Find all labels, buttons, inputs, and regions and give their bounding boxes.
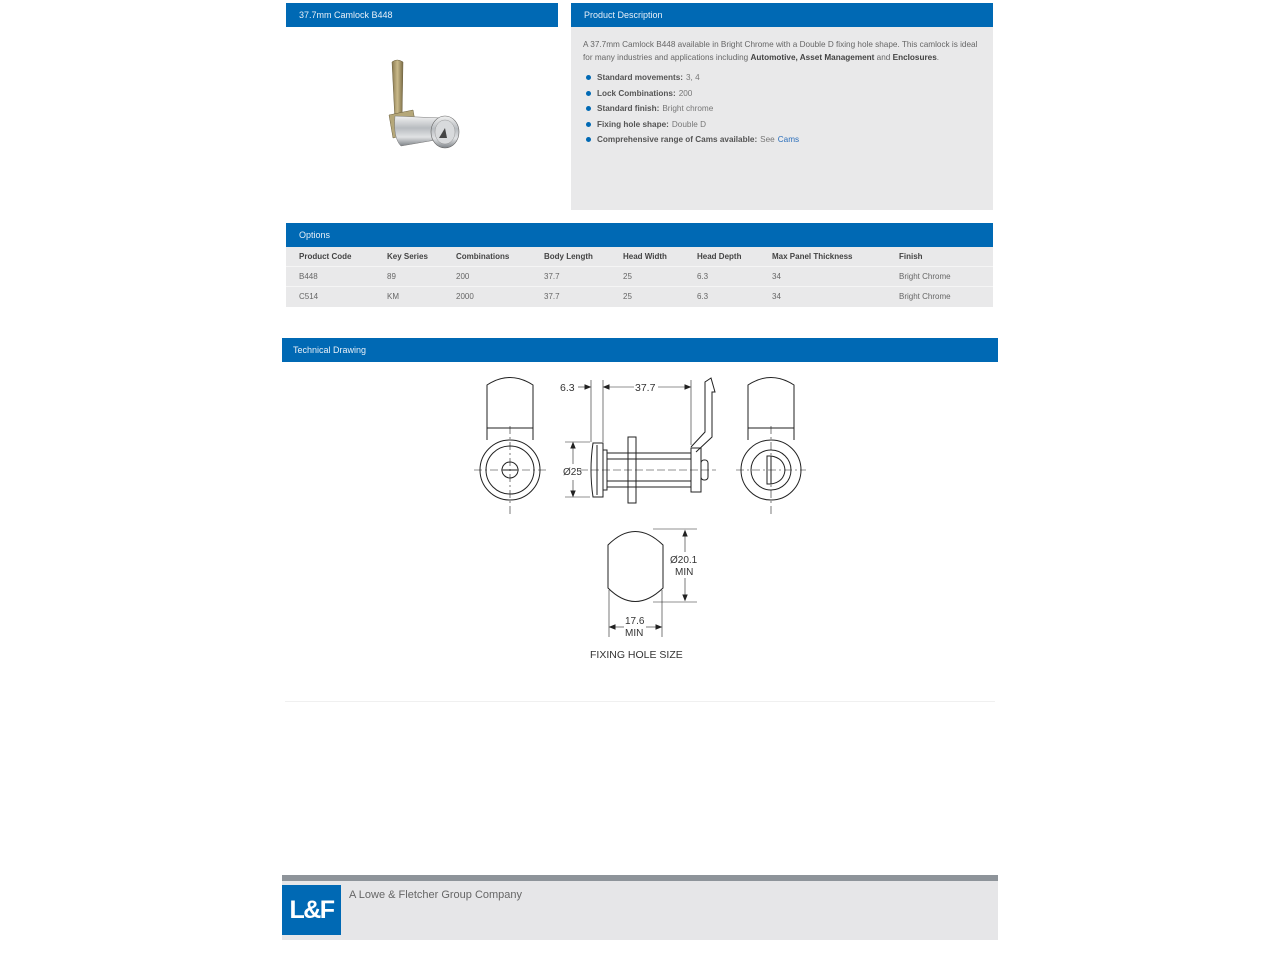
dim-hole-width: 17.6	[625, 616, 645, 627]
feature-list	[583, 70, 981, 147]
feature-value: 3, 4	[686, 73, 700, 83]
feature-label: Fixing hole shape:	[597, 119, 669, 129]
table-cell: 6.3	[684, 267, 759, 287]
description-text-part: A 37.7mm Camlock B448 available in Bright Chrome with a Double D fixing hole shape. This camlock is ideal for many industries and applications including	[583, 40, 978, 62]
product-image	[345, 50, 475, 165]
technical-drawing-heading: Technical Drawing	[293, 345, 367, 355]
technical-drawing	[460, 370, 820, 670]
column-header: Head Width	[623, 252, 667, 261]
description-keyword-enclosures: Enclosures	[892, 52, 937, 62]
table-cell: 89	[374, 267, 443, 287]
table-cell: 25	[610, 287, 684, 308]
table-cell: 2000	[443, 287, 531, 308]
feature-item	[583, 70, 981, 85]
dim-body-length: 37.7	[635, 382, 656, 394]
table-row	[286, 287, 993, 308]
description-heading: Product Description	[584, 10, 663, 20]
dim-hole-width-note: MIN	[625, 628, 644, 639]
product-title-bar	[286, 3, 558, 27]
column-header: Key Series	[387, 252, 428, 261]
column-header: Combinations	[456, 252, 510, 261]
table-cell: B448	[286, 267, 374, 287]
bullet-icon	[586, 122, 591, 127]
options-heading: Options	[299, 230, 331, 240]
description-text-part: .	[936, 52, 940, 62]
feature-value: Double D	[671, 119, 707, 129]
table-cell: Bright Chrome	[886, 287, 993, 308]
description-keyword-automotive: Automotive	[750, 52, 796, 62]
feature-item	[583, 86, 981, 101]
column-header: Product Code	[299, 252, 352, 261]
table-cell: 34	[759, 267, 886, 287]
table-header-row	[286, 247, 993, 267]
feature-label: Standard finish:	[597, 104, 660, 114]
table-cell: 37.7	[531, 267, 610, 287]
company-tagline: A Lowe & Fletcher Group Company	[349, 889, 523, 901]
feature-label: Standard movements:	[597, 73, 683, 83]
table-cell: Bright Chrome	[886, 267, 993, 287]
rear-view-drawing	[736, 378, 806, 517]
options-table	[286, 247, 993, 307]
drawing-caption: FIXING HOLE SIZE	[590, 649, 683, 661]
feature-value: See	[760, 134, 775, 144]
bullet-icon	[586, 91, 591, 96]
feature-item	[583, 101, 981, 116]
column-header: Head Depth	[697, 252, 742, 261]
dim-diameter: Ø25	[563, 467, 582, 478]
bullet-icon	[586, 137, 591, 142]
description-text	[583, 39, 981, 64]
options-bar	[286, 223, 993, 247]
description-keyword-asset-management: Asset Management	[799, 52, 875, 62]
feature-label: Comprehensive range of Cams available:	[597, 134, 758, 144]
bullet-icon	[586, 75, 591, 80]
dim-hole-height-note: MIN	[675, 567, 694, 578]
feature-label: Lock Combinations:	[597, 88, 676, 98]
feature-item	[583, 132, 981, 147]
feature-item	[583, 116, 981, 131]
dim-head-depth: 6.3	[560, 382, 575, 394]
description-text-part: and	[874, 52, 893, 62]
lf-logo: L&F	[282, 885, 341, 935]
technical-drawing-bar	[282, 338, 998, 362]
side-view-drawing	[565, 378, 716, 503]
bullet-icon	[586, 106, 591, 111]
table-cell: 6.3	[684, 287, 759, 308]
feature-value: 200	[678, 88, 693, 98]
table-cell: 25	[610, 267, 684, 287]
column-header: Max Panel Thickness	[772, 252, 853, 261]
table-cell: 200	[443, 267, 531, 287]
table-row	[286, 267, 993, 287]
front-view-drawing	[474, 378, 546, 517]
column-header: Body Length	[544, 252, 593, 261]
feature-value: Bright chrome	[662, 104, 714, 114]
fixing-hole-drawing	[608, 529, 697, 637]
description-panel	[571, 27, 993, 210]
column-header: Finish	[899, 252, 923, 261]
table-cell: 37.7	[531, 287, 610, 308]
table-cell: C514	[286, 287, 374, 308]
cams-link[interactable]: Cams	[777, 134, 800, 144]
table-cell: 34	[759, 287, 886, 308]
section-divider	[285, 701, 995, 702]
product-title: 37.7mm Camlock B448	[299, 10, 393, 20]
table-cell: KM	[374, 287, 443, 308]
description-separator: ,	[795, 52, 800, 62]
dim-hole-height: Ø20.1	[670, 555, 698, 566]
product-description-bar	[571, 3, 993, 27]
